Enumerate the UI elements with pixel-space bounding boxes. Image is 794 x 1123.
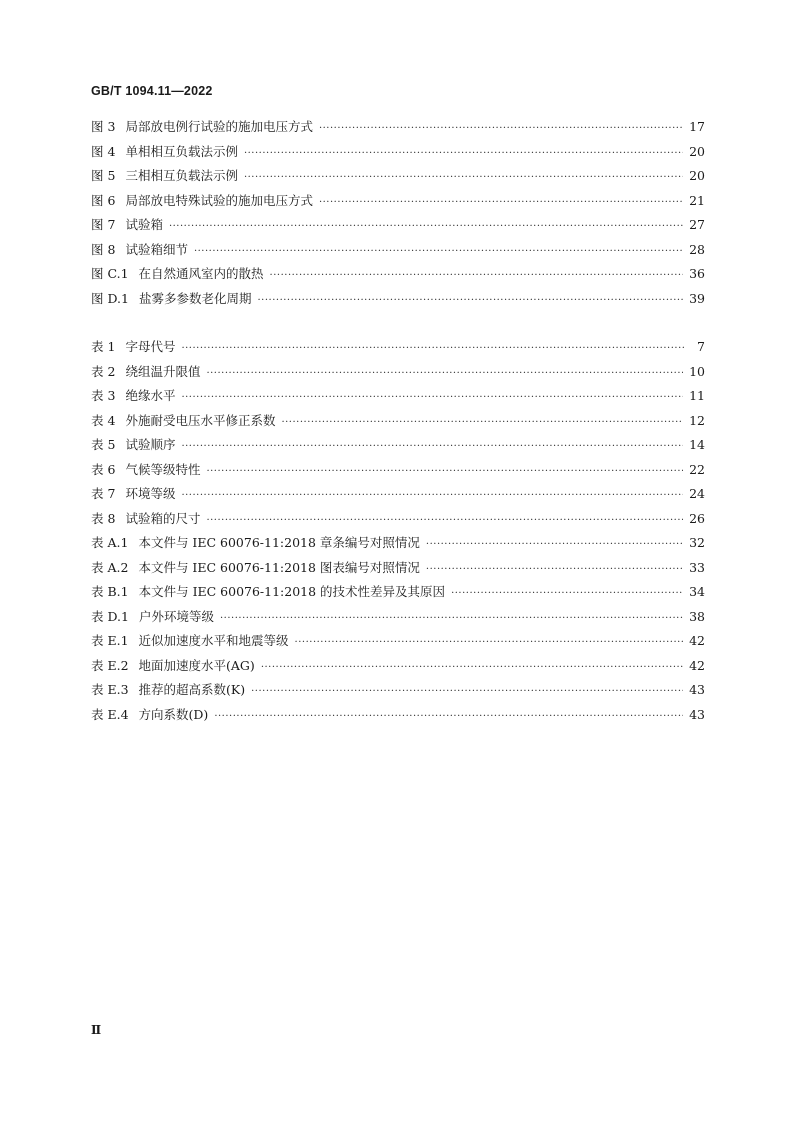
dot-leader	[206, 366, 683, 382]
dot-leader	[319, 195, 683, 211]
toc-entry[interactable]	[91, 682, 705, 707]
toc-entry[interactable]	[91, 168, 705, 193]
entry-number: 表 B.1	[91, 584, 129, 599]
entry-page: 17	[689, 119, 705, 134]
entry-number: 图 7	[91, 217, 116, 232]
entry-title: 推荐的超高系数(K)	[138, 682, 246, 697]
entry-title: 绝缘水平	[125, 388, 176, 403]
entry-page: 20	[689, 168, 705, 183]
dot-leader	[206, 513, 683, 529]
entry-title: 局部放电特殊试验的施加电压方式	[125, 192, 313, 208]
dot-leader	[181, 439, 683, 455]
dot-leader	[261, 660, 683, 676]
entry-title: 环境等级	[125, 486, 176, 501]
standard-code-header: GB/T 1094.11—2022	[91, 84, 213, 98]
entry-page: 28	[689, 241, 705, 257]
dot-leader	[181, 390, 683, 406]
toc-entry[interactable]	[91, 266, 705, 291]
entry-page: 32	[689, 535, 705, 550]
entry-title: 本文件与 IEC 60076-11:2018 的技术性差异及其原因	[138, 584, 446, 599]
entry-title: 本文件与 IEC 60076-11:2018 图表编号对照情况	[138, 559, 420, 575]
entry-page: 14	[689, 437, 705, 452]
toc-entry[interactable]	[91, 535, 705, 560]
toc-entry[interactable]	[91, 217, 705, 242]
toc-entry[interactable]	[91, 633, 705, 658]
toc-entry[interactable]	[91, 707, 705, 732]
dot-leader	[206, 464, 683, 480]
dot-leader	[319, 121, 683, 137]
dot-leader	[251, 684, 683, 700]
entry-title: 地面加速度水平(AG)	[138, 657, 255, 673]
toc-entry[interactable]	[91, 193, 705, 218]
figure-list	[91, 119, 705, 315]
dot-leader	[220, 611, 683, 627]
entry-page: 36	[689, 266, 705, 281]
entry-page: 21	[689, 192, 705, 208]
toc-entry[interactable]	[91, 291, 705, 316]
entry-page: 39	[689, 290, 705, 306]
dot-leader	[169, 219, 683, 235]
entry-number: 表 A.1	[91, 535, 129, 550]
page-number-footer: Ⅱ	[91, 1023, 102, 1037]
entry-page: 22	[689, 461, 705, 477]
entry-number: 表 E.4	[91, 706, 129, 722]
toc-entry[interactable]	[91, 364, 705, 389]
entry-number: 表 3	[91, 388, 116, 403]
entry-title: 本文件与 IEC 60076-11:2018 章条编号对照情况	[138, 535, 420, 550]
entry-number: 表 2	[91, 363, 116, 379]
toc-entry[interactable]	[91, 511, 705, 536]
entry-page: 10	[689, 363, 705, 379]
dot-leader	[295, 635, 684, 651]
entry-number: 表 7	[91, 486, 116, 501]
entry-number: 表 5	[91, 437, 116, 452]
entry-page: 43	[689, 706, 705, 722]
table-list	[91, 339, 705, 731]
entry-page: 43	[689, 682, 705, 697]
entry-number: 图 D.1	[91, 290, 129, 306]
toc-entry[interactable]	[91, 413, 705, 438]
toc-entry[interactable]	[91, 609, 705, 634]
entry-page: 12	[689, 412, 705, 428]
entry-page: 33	[689, 559, 705, 575]
entry-title: 单相相互负载法示例	[125, 143, 238, 159]
entry-page: 11	[689, 388, 705, 403]
entry-number: 表 6	[91, 461, 116, 477]
entry-number: 表 E.2	[91, 657, 129, 673]
entry-title: 近似加速度水平和地震等级	[138, 633, 289, 648]
entry-number: 表 E.3	[91, 682, 129, 697]
entry-title: 盐雾多参数老化周期	[138, 290, 252, 306]
entry-title: 方向系数(D)	[138, 706, 209, 722]
dot-leader	[181, 341, 685, 357]
toc-entry[interactable]	[91, 144, 705, 169]
entry-number: 图 5	[91, 168, 116, 183]
entry-title: 气候等级特性	[125, 461, 201, 477]
entry-title: 三相相互负载法示例	[125, 168, 238, 183]
toc-entry[interactable]	[91, 658, 705, 683]
toc-entry[interactable]	[91, 560, 705, 585]
toc-entry[interactable]	[91, 388, 705, 413]
entry-number: 表 8	[91, 510, 116, 526]
entry-number: 表 4	[91, 412, 116, 428]
dot-leader	[194, 244, 683, 260]
entry-title: 试验箱	[125, 217, 163, 232]
entry-page: 20	[689, 143, 705, 159]
toc-entry[interactable]	[91, 437, 705, 462]
toc-entry[interactable]	[91, 584, 705, 609]
entry-number: 图 8	[91, 241, 116, 257]
dot-leader	[426, 562, 683, 578]
entry-title: 外施耐受电压水平修正系数	[125, 412, 276, 428]
entry-number: 表 E.1	[91, 633, 129, 648]
dot-leader	[426, 537, 683, 553]
entry-page: 26	[689, 510, 705, 526]
dot-leader	[281, 415, 683, 431]
entry-title: 试验箱细节	[125, 241, 188, 257]
entry-number: 表 D.1	[91, 608, 129, 624]
dot-leader	[244, 146, 683, 162]
entry-number: 图 4	[91, 143, 116, 159]
toc-entry[interactable]	[91, 486, 705, 511]
entry-title: 字母代号	[125, 339, 176, 354]
entry-page: 24	[689, 486, 705, 501]
entry-number: 表 A.2	[91, 559, 129, 575]
entry-title: 绕组温升限值	[125, 363, 201, 379]
entry-page: 7	[697, 339, 705, 354]
toc-entry[interactable]	[91, 242, 705, 267]
dot-leader	[258, 293, 684, 309]
entry-page: 42	[689, 657, 705, 673]
toc-entry[interactable]	[91, 462, 705, 487]
entry-page: 27	[689, 217, 705, 232]
entry-title: 试验顺序	[125, 437, 176, 452]
entry-number: 图 6	[91, 192, 116, 208]
entry-title: 局部放电例行试验的施加电压方式	[125, 119, 313, 134]
dot-leader	[214, 709, 683, 725]
dot-leader	[181, 488, 683, 504]
toc-entry[interactable]	[91, 119, 705, 144]
dot-leader	[270, 268, 684, 284]
dot-leader	[451, 586, 683, 602]
entry-number: 图 C.1	[91, 266, 129, 281]
toc-entry[interactable]	[91, 339, 705, 364]
entry-page: 38	[689, 608, 705, 624]
entry-page: 42	[689, 633, 705, 648]
entry-title: 户外环境等级	[138, 608, 214, 624]
entry-number: 表 1	[91, 339, 116, 354]
entry-title: 在自然通风室内的散热	[138, 266, 264, 281]
entry-title: 试验箱的尺寸	[125, 510, 201, 526]
entry-page: 34	[689, 584, 705, 599]
dot-leader	[244, 170, 683, 186]
entry-number: 图 3	[91, 119, 116, 134]
